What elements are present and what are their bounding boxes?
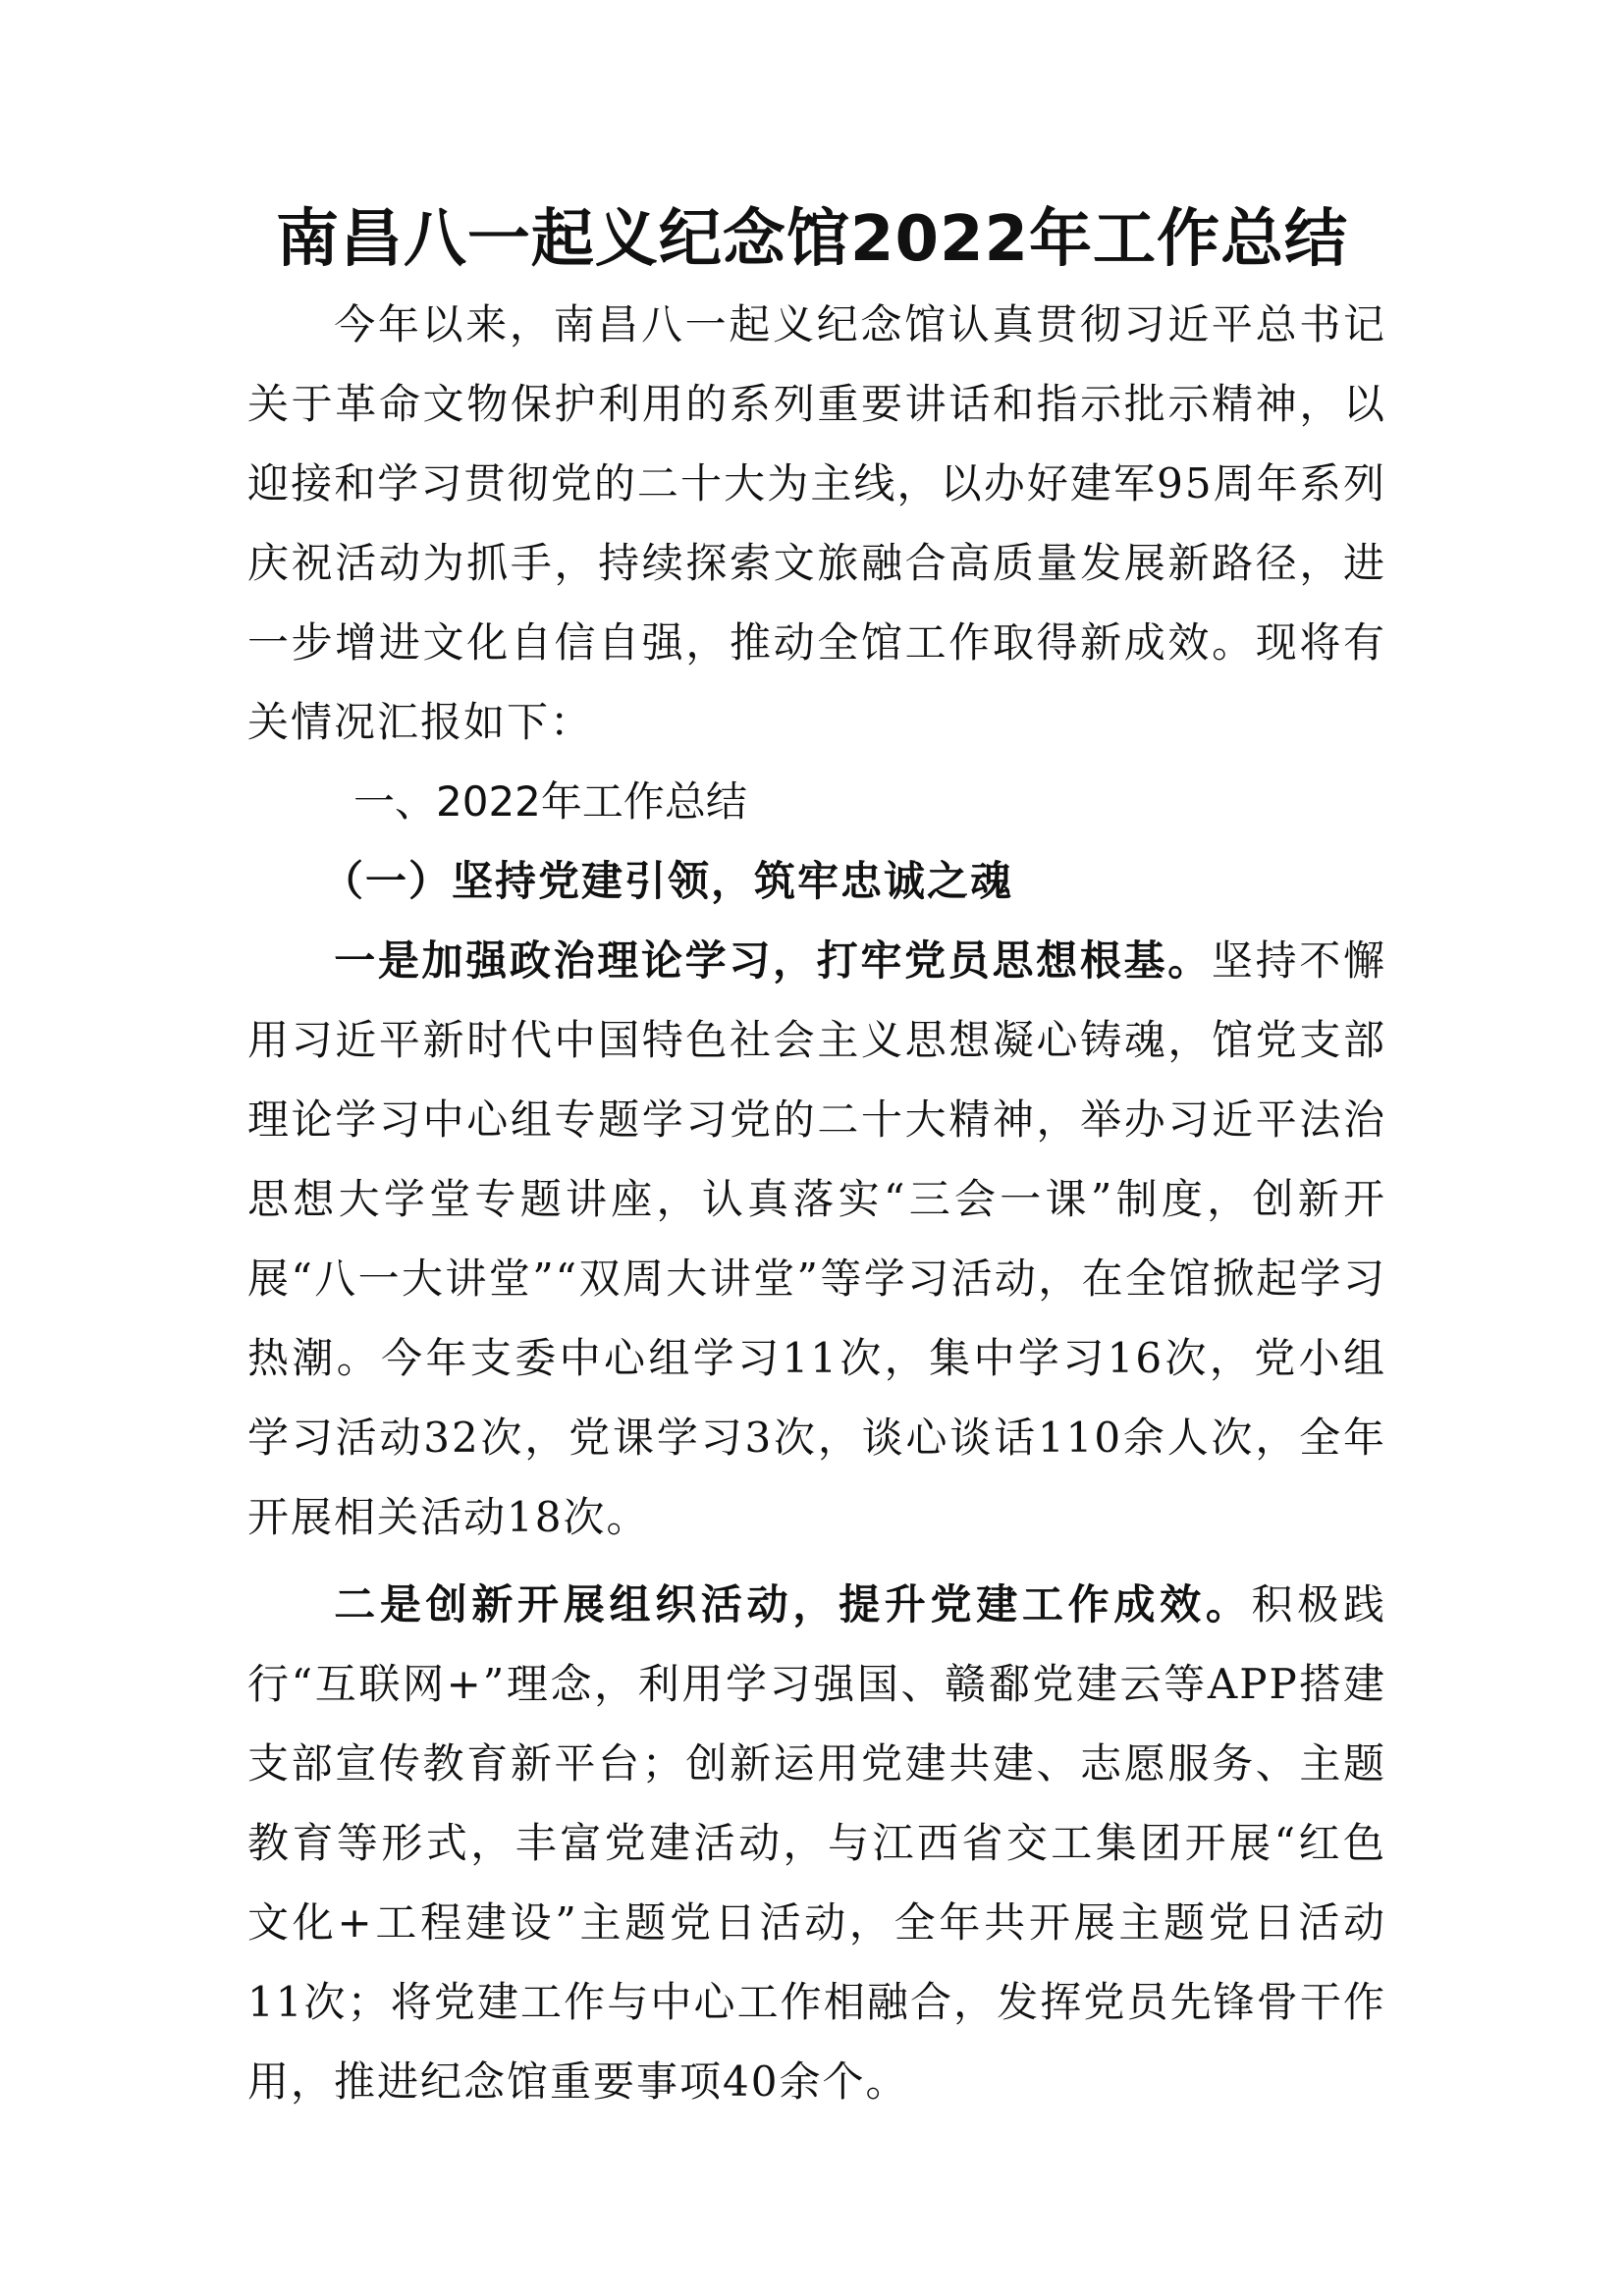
document-body [247, 285, 1386, 2121]
paragraph-lead: 一是加强政治理论学习，打牢党员思想根基。 [334, 936, 1212, 985]
paragraph-lead: 二是创新开展组织活动，提升党建工作成效。 [334, 1580, 1252, 1629]
paragraph-party-study [247, 921, 1386, 1557]
paragraph-body: 积极践行“互联网+”理念，利用学习强国、赣鄱党建云等APP搭建支部宣传教育新平台；创新运用党建共建、志愿服务、主题教育等形式，丰富党建活动，与江西省交工集团开展“红色文化+工程建设”主题党日活动，全年共开展主题党日活动11次；将党建工作与中心工作相融合，发挥党员先锋骨干作用，推进纪念馆重要事项40余个。 [247, 1580, 1386, 2106]
intro-paragraph: 今年以来，南昌八一起义纪念馆认真贯彻习近平总书记关于革命文物保护利用的系列重要讲话和指示批示精神，以迎接和学习贯彻党的二十大为主线，以办好建军95周年系列庆祝活动为抓手，持续探索文旅融合高质量发展新路径，进一步增进文化自信自强，推动全馆工作取得新成效。现将有关情况汇报如下： [247, 300, 1386, 746]
subsection-heading: （一）坚持党建引领，筑牢忠诚之魂 [322, 857, 1014, 905]
paragraph-gap [247, 1557, 1386, 1565]
document-title: 南昌八一起义纪念馆2022年工作总结 [275, 203, 1349, 276]
paragraph-organization-activities [247, 1565, 1386, 2121]
section-heading: 一、2022年工作总结 [353, 777, 747, 826]
paragraph-body: 坚持不懈用习近平新时代中国特色社会主义思想凝心铸魂，馆党支部理论学习中心组专题学习党的二十大精神，举办习近平法治思想大学堂专题讲座，认真落实“三会一课”制度，创新开展“八一大讲堂”“双周大讲堂”等学习活动，在全馆掀起学习热潮。今年支委中心组学习11次，集中学习16次，党小组学习活动32次，党课学习3次，谈心谈话110余人次，全年开展相关活动18次。 [247, 936, 1386, 1541]
